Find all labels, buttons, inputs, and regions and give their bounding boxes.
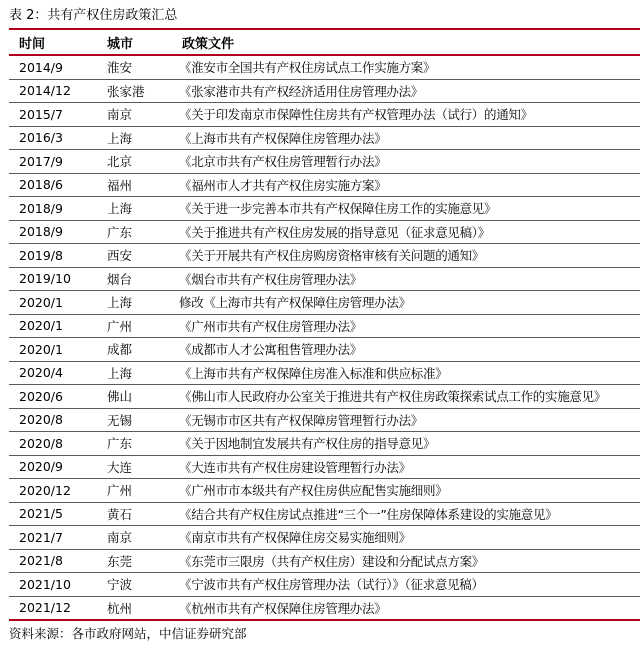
- cell-time: 2020/1: [9, 291, 97, 315]
- cell-time: 2018/9: [9, 197, 97, 221]
- cell-city: 佛山: [97, 385, 172, 409]
- cell-document: 《宁波市共有产权住房管理办法（试行）》（征求意见稿）: [172, 573, 640, 597]
- cell-city: 杭州: [97, 596, 172, 620]
- cell-time: 2020/6: [9, 385, 97, 409]
- cell-city: 张家港: [97, 79, 172, 103]
- cell-time: 2020/4: [9, 361, 97, 385]
- cell-document: 《张家港市共有产权经济适用住房管理办法》: [172, 79, 640, 103]
- policy-table-container: [9, 28, 640, 621]
- cell-city: 广州: [97, 479, 172, 503]
- table-row: [9, 267, 640, 291]
- cell-document: 《北京市共有产权住房管理暂行办法》: [172, 150, 640, 174]
- cell-time: 2021/10: [9, 573, 97, 597]
- cell-document: 《东莞市三限房（共有产权住房）建设和分配试点方案》: [172, 549, 640, 573]
- cell-document: 《佛山市人民政府办公室关于推进共有产权住房政策探索试点工作的实施意见》: [172, 385, 640, 409]
- table-row: [9, 126, 640, 150]
- cell-time: 2021/12: [9, 596, 97, 620]
- table-row: [9, 502, 640, 526]
- cell-time: 2018/6: [9, 173, 97, 197]
- cell-time: 2019/10: [9, 267, 97, 291]
- cell-city: 广州: [97, 314, 172, 338]
- header-city: 城市: [97, 29, 172, 55]
- cell-document: 《无锡市市区共有产权保障房管理暂行办法》: [172, 408, 640, 432]
- table-row: [9, 385, 640, 409]
- cell-time: 2020/1: [9, 314, 97, 338]
- table-row: [9, 455, 640, 479]
- table-row: [9, 55, 640, 79]
- cell-document: 修改《上海市共有产权保障住房管理办法》: [172, 291, 640, 315]
- cell-city: 北京: [97, 150, 172, 174]
- cell-time: 2020/8: [9, 432, 97, 456]
- cell-document: 《广州市市本级共有产权住房供应配售实施细则》: [172, 479, 640, 503]
- table-row: [9, 220, 640, 244]
- cell-time: 2014/9: [9, 55, 97, 79]
- cell-document: 《杭州市共有产权保障住房管理办法》: [172, 596, 640, 620]
- cell-time: 2021/7: [9, 526, 97, 550]
- source-note: 资料来源：各市政府网站，中信证券研究部: [9, 626, 247, 641]
- cell-city: 宁波: [97, 573, 172, 597]
- table-row: [9, 103, 640, 127]
- cell-time: 2017/9: [9, 150, 97, 174]
- cell-time: 2016/3: [9, 126, 97, 150]
- cell-document: 《关于进一步完善本市共有产权保障住房工作的实施意见》: [172, 197, 640, 221]
- table-row: [9, 197, 640, 221]
- table-row: [9, 526, 640, 550]
- table-row: [9, 79, 640, 103]
- cell-time: 2018/9: [9, 220, 97, 244]
- cell-city: 广东: [97, 220, 172, 244]
- header-time: 时间: [9, 29, 97, 55]
- header-row: [9, 29, 640, 55]
- cell-city: 上海: [97, 197, 172, 221]
- table-row: [9, 150, 640, 174]
- table-row: [9, 244, 640, 268]
- cell-document: 《结合共有产权住房试点推进“三个一”住房保障体系建设的实施意见》: [172, 502, 640, 526]
- cell-city: 成都: [97, 338, 172, 362]
- table-header: [9, 29, 640, 55]
- cell-time: 2014/12: [9, 79, 97, 103]
- cell-document: 《关于印发南京市保障性住房共有产权管理办法（试行）的通知》: [172, 103, 640, 127]
- cell-document: 《上海市共有产权保障住房管理办法》: [172, 126, 640, 150]
- cell-document: 《淮安市全国共有产权住房试点工作实施方案》: [172, 55, 640, 79]
- cell-city: 烟台: [97, 267, 172, 291]
- table-body: [9, 55, 640, 620]
- cell-city: 广东: [97, 432, 172, 456]
- table-row: [9, 338, 640, 362]
- cell-city: 福州: [97, 173, 172, 197]
- table-row: [9, 573, 640, 597]
- cell-city: 东莞: [97, 549, 172, 573]
- table-caption: 表 2：共有产权住房政策汇总: [9, 8, 178, 23]
- cell-document: 《关于因地制宜发展共有产权住房的指导意见》: [172, 432, 640, 456]
- cell-time: 2020/12: [9, 479, 97, 503]
- table-row: [9, 432, 640, 456]
- cell-city: 南京: [97, 103, 172, 127]
- cell-document: 《关于推进共有产权住房发展的指导意见（征求意见稿）》: [172, 220, 640, 244]
- cell-city: 大连: [97, 455, 172, 479]
- cell-time: 2020/9: [9, 455, 97, 479]
- policy-table: [9, 28, 640, 621]
- cell-document: 《烟台市共有产权住房管理办法》: [172, 267, 640, 291]
- cell-city: 无锡: [97, 408, 172, 432]
- cell-city: 南京: [97, 526, 172, 550]
- table-row: [9, 479, 640, 503]
- cell-city: 黄石: [97, 502, 172, 526]
- cell-city: 上海: [97, 126, 172, 150]
- cell-document: 《福州市人才共有产权住房实施方案》: [172, 173, 640, 197]
- cell-city: 淮安: [97, 55, 172, 79]
- table-row: [9, 173, 640, 197]
- cell-city: 上海: [97, 361, 172, 385]
- cell-time: 2021/5: [9, 502, 97, 526]
- cell-city: 上海: [97, 291, 172, 315]
- header-document: 政策文件: [172, 29, 640, 55]
- cell-document: 《大连市共有产权住房建设管理暂行办法》: [172, 455, 640, 479]
- cell-time: 2019/8: [9, 244, 97, 268]
- cell-document: 《成都市人才公寓租售管理办法》: [172, 338, 640, 362]
- table-row: [9, 314, 640, 338]
- cell-time: 2020/1: [9, 338, 97, 362]
- cell-city: 西安: [97, 244, 172, 268]
- cell-time: 2021/8: [9, 549, 97, 573]
- cell-document: 《上海市共有产权保障住房准入标准和供应标准》: [172, 361, 640, 385]
- table-row: [9, 408, 640, 432]
- cell-time: 2015/7: [9, 103, 97, 127]
- table-row: [9, 596, 640, 620]
- table-row: [9, 361, 640, 385]
- cell-document: 《南京市共有产权保障住房交易实施细则》: [172, 526, 640, 550]
- table-row: [9, 291, 640, 315]
- cell-document: 《关于开展共有产权住房购房资格审核有关问题的通知》: [172, 244, 640, 268]
- table-row: [9, 549, 640, 573]
- cell-time: 2020/8: [9, 408, 97, 432]
- cell-document: 《广州市共有产权住房管理办法》: [172, 314, 640, 338]
